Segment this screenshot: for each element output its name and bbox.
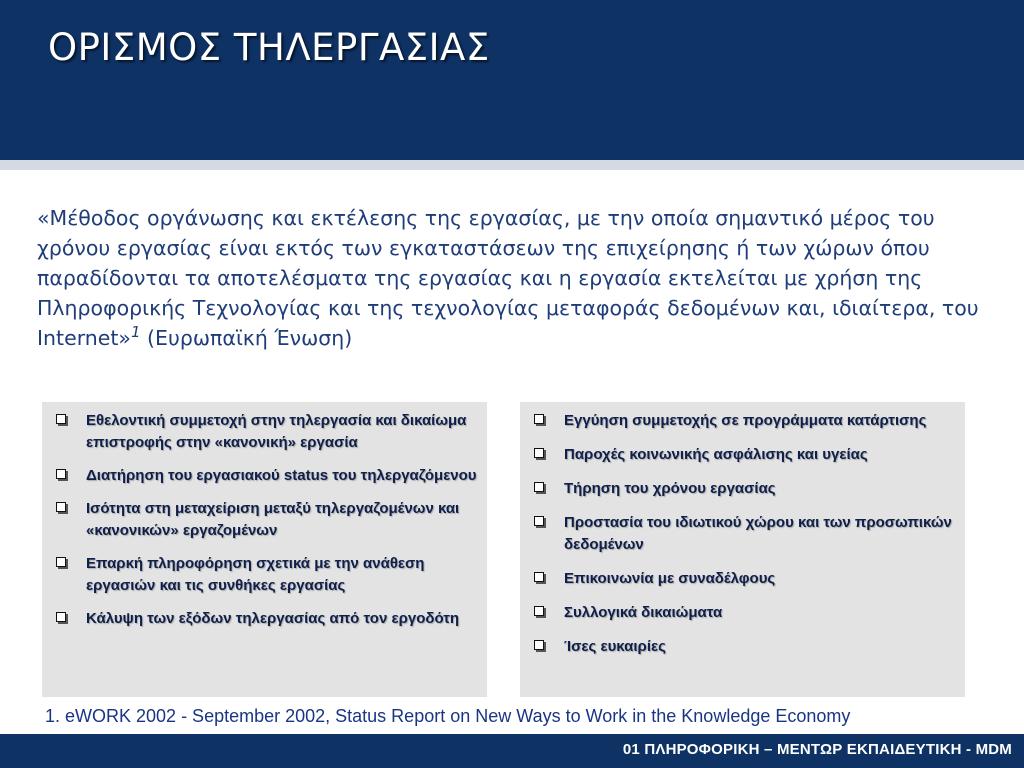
list-item xyxy=(534,568,955,590)
list-item xyxy=(534,444,955,466)
checkbox-bullet-icon xyxy=(56,612,66,622)
list-item xyxy=(534,636,955,658)
checkbox-bullet-icon xyxy=(56,414,66,424)
footnote: 1. eWORK 2002 - September 2002, Status Report on New Ways to Work in the Knowledge Economy xyxy=(45,706,851,726)
checkbox-bullet-icon xyxy=(534,414,544,424)
checkbox-bullet-icon xyxy=(534,572,544,582)
list-item xyxy=(56,553,477,597)
footer-band xyxy=(0,734,1024,768)
list-item-text: Προστασία του ιδιωτικού χώρου και των προσωπικών δεδομένων xyxy=(564,514,952,553)
list-item-text: Τήρηση του χρόνου εργασίας xyxy=(564,480,776,497)
list-item xyxy=(56,608,477,630)
footer-text: 01 ΠΛΗΡΟΦΟΡΙΚΗ – ΜΕΝΤΩΡ ΕΚΠΑΙΔΕΥΤΙΚΗ - MDM xyxy=(622,741,1012,758)
list-item-text: Ισότητα στη μεταχείριση μεταξύ τηλεργαζομένων και «κανονικών» εργαζομένων xyxy=(86,500,460,539)
right-list xyxy=(534,410,955,658)
list-item xyxy=(534,602,955,624)
list-item xyxy=(534,512,955,556)
list-item xyxy=(534,478,955,500)
checkbox-bullet-icon xyxy=(534,516,544,526)
right-panel xyxy=(520,402,965,697)
list-item xyxy=(534,410,955,432)
definition-paragraph xyxy=(37,203,987,353)
list-item-text: Επικοινωνία με συναδέλφους xyxy=(564,570,776,587)
checkbox-bullet-icon xyxy=(56,557,66,567)
definition-text: «Μέθοδος οργάνωσης και εκτέλεσης της εργασίας, με την οποία σημαντικό μέρος του χρόνου εργασίας είναι εκτός των εγκαταστάσεων της επιχείρησης ή των χώρων όπου παραδίδονται τα αποτελέσματα της εργασίας και η εργασία εκτελείται με χρήση της Πληροφορικής Τεχνολογίας και της τεχνολογίας μεταφοράς δεδομένων και, ιδιαίτερα, του Internet» xyxy=(37,206,979,350)
checkbox-bullet-icon xyxy=(534,482,544,492)
footnote-mark: 1 xyxy=(130,323,141,342)
list-item-text: Διατήρηση του εργασιακού status του τηλεργαζόμενου xyxy=(86,467,477,484)
list-item-text: Επαρκή πληροφόρηση σχετικά με την ανάθεση εργασιών και τις συνθήκες εργασίας xyxy=(86,555,425,594)
list-item xyxy=(56,498,477,542)
left-list xyxy=(56,410,477,630)
list-item xyxy=(56,465,477,487)
list-item-text: Εθελοντική συμμετοχή στην τηλεργασία και δικαίωμα επιστροφής στην «κανονική» εργασία xyxy=(86,412,467,451)
header-band xyxy=(0,0,1024,160)
list-item xyxy=(56,410,477,454)
checkbox-bullet-icon xyxy=(534,606,544,616)
checkbox-bullet-icon xyxy=(56,502,66,512)
list-item-text: Συλλογικά δικαιώματα xyxy=(564,604,723,621)
list-item-text: Εγγύηση συμμετοχής σε προγράμματα κατάρτισης xyxy=(564,412,927,429)
list-item-text: Παροχές κοινωνικής ασφάλισης και υγείας xyxy=(564,446,868,463)
checkbox-bullet-icon xyxy=(534,448,544,458)
definition-source: (Ευρωπαϊκή Ένωση) xyxy=(140,326,353,350)
left-panel xyxy=(42,402,487,697)
checkbox-bullet-icon xyxy=(534,640,544,650)
slide-title: ΟΡΙΣΜΟΣ ΤΗΛΕΡΓΑΣΙΑΣ xyxy=(48,26,490,69)
list-item-text: Κάλυψη των εξόδων τηλεργασίας από τον εργοδότη xyxy=(86,610,460,627)
header-stripe xyxy=(0,160,1024,170)
checkbox-bullet-icon xyxy=(56,469,66,479)
list-item-text: Ίσες ευκαιρίες xyxy=(564,638,666,655)
